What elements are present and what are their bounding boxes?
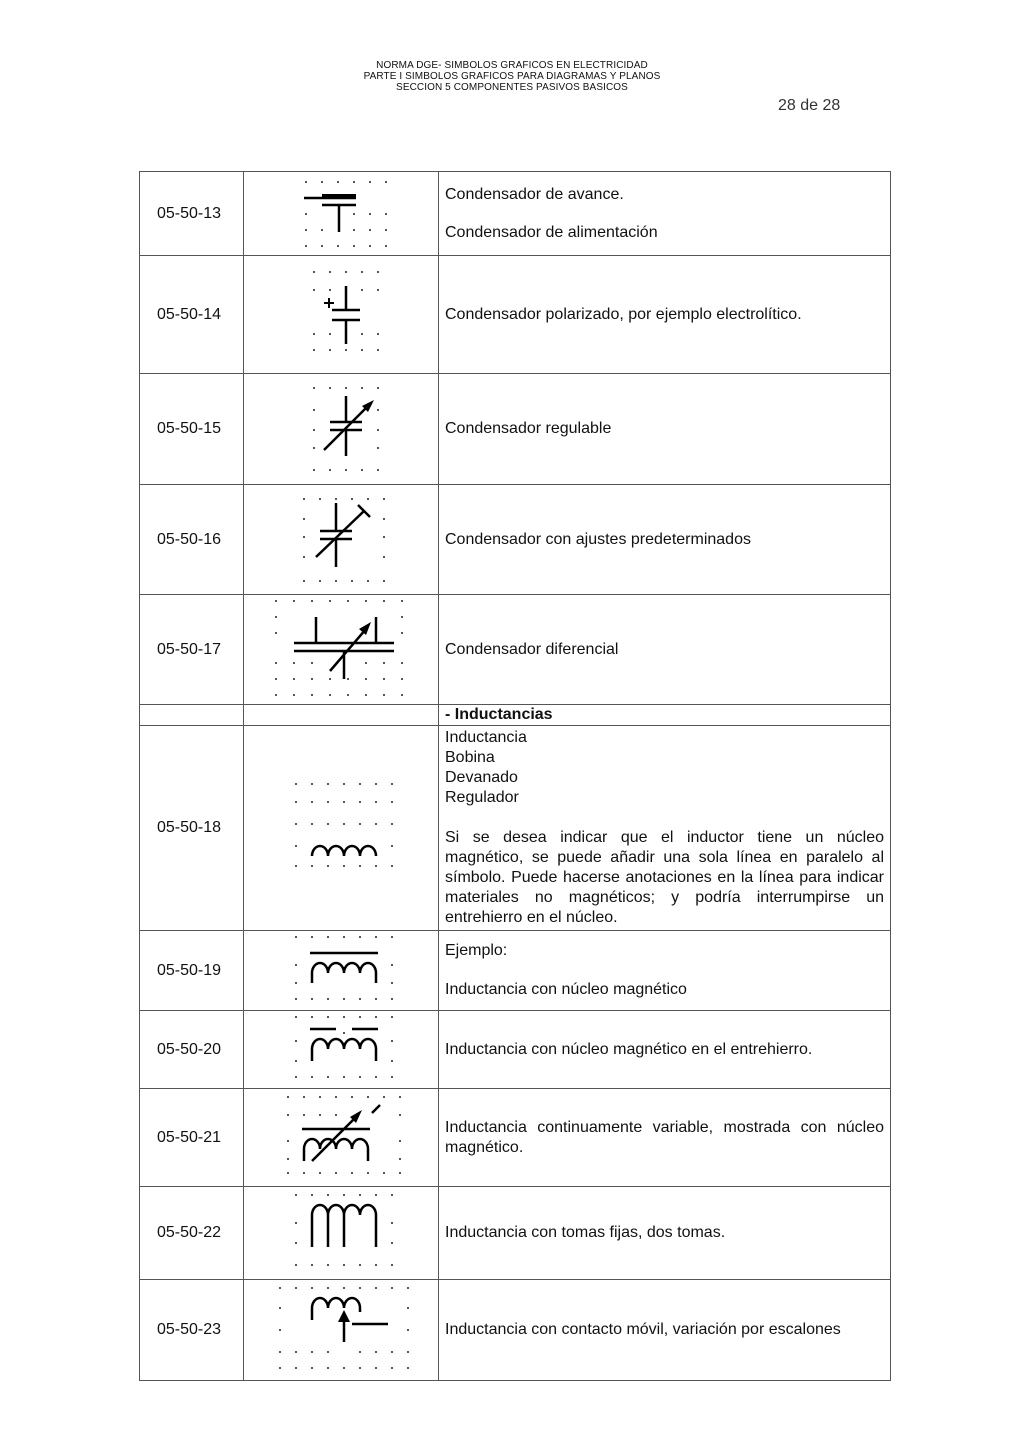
symbol-description	[439, 931, 891, 1011]
desc-line: Regulador	[445, 789, 519, 806]
desc-line: Ejemplo:	[445, 942, 508, 959]
symbol-cell	[244, 1187, 439, 1280]
table-row	[140, 256, 891, 374]
desc-line: Condensador regulable	[445, 420, 612, 437]
desc-line: Condensador con ajustes predeterminados	[445, 530, 751, 548]
desc-line: Inductancia con núcleo magnético en el entrehierro.	[445, 1040, 813, 1058]
desc-line: Inductancia con tomas fijas, dos tomas.	[445, 1224, 726, 1241]
symbol-code: 05-50-21	[140, 1089, 244, 1187]
feed-through-capacitor-icon	[244, 172, 439, 249]
symbol-description	[439, 595, 891, 705]
section-title: - Inductancias	[439, 705, 891, 726]
symbol-description	[439, 485, 891, 595]
symbol-description	[439, 726, 891, 931]
header-line-1: NORMA DGE- SIMBOLOS GRAFICOS EN ELECTRICIDAD	[376, 60, 648, 71]
table-row	[140, 374, 891, 485]
symbol-code: 05-50-22	[140, 1187, 244, 1280]
sliding-contact-inductor-icon	[244, 1280, 439, 1374]
section-row	[140, 705, 891, 726]
header-line-2: PARTE I SIMBOLOS GRAFICOS PARA DIAGRAMAS Y PLANOS	[363, 71, 661, 82]
variable-capacitor-icon	[244, 374, 439, 478]
symbol-code: 05-50-14	[140, 256, 244, 374]
symbol-code: 05-50-18	[140, 726, 244, 931]
table-row	[140, 1280, 891, 1381]
symbol-cell	[244, 1089, 439, 1187]
symbol-cell	[244, 1280, 439, 1381]
header-line-3: SECCION 5 COMPONENTES PASIVOS BASICOS	[396, 82, 628, 93]
table-row	[140, 172, 891, 256]
desc-paragraph: Si se desea indicar que el inductor tiene un núcleo magnético, se puede añadir una sola línea en paralelo al símbolo. Puede hacerse anotaciones en la línea para indicar materiales no magnéticos; y podría interrumpirse un entrehierro en el núcleo.	[445, 829, 884, 926]
desc-line: Condensador diferencial	[445, 640, 619, 658]
symbol-cell	[244, 374, 439, 485]
inductor-air-gap-core-icon	[244, 1011, 439, 1082]
symbol-description	[439, 256, 891, 374]
inductor-magnetic-core-icon	[244, 931, 439, 1004]
polarized-capacitor-icon	[244, 256, 439, 367]
symbol-cell	[244, 931, 439, 1011]
desc-line: Devanado	[445, 769, 518, 786]
table-row	[140, 1089, 891, 1187]
symbol-cell	[244, 172, 439, 256]
desc-line: Condensador de alimentación	[445, 223, 658, 241]
symbol-cell	[244, 595, 439, 705]
table-row	[140, 595, 891, 705]
symbol-code: 05-50-15	[140, 374, 244, 485]
symbol-cell	[244, 256, 439, 374]
desc-line: Inductancia	[445, 729, 527, 746]
table-row	[140, 1011, 891, 1089]
symbol-code: 05-50-20	[140, 1011, 244, 1089]
desc-line: Condensador polarizado, por ejemplo electrolítico.	[445, 305, 802, 323]
document-header	[0, 60, 1024, 93]
preset-capacitor-icon	[244, 485, 439, 588]
symbol-cell	[244, 726, 439, 931]
variable-inductor-icon	[244, 1089, 439, 1180]
table-row	[140, 485, 891, 595]
table-row	[140, 726, 891, 931]
symbol-code: 05-50-19	[140, 931, 244, 1011]
desc-line: Condensador de avance.	[445, 185, 624, 203]
symbol-description	[439, 1089, 891, 1187]
symbol-code: 05-50-17	[140, 595, 244, 705]
desc-line: Inductancia continuamente variable, mostrada con núcleo magnético.	[445, 1118, 884, 1156]
desc-line: Inductancia con contacto móvil, variación por escalones	[445, 1321, 841, 1338]
table-row	[140, 1187, 891, 1280]
symbol-code: 05-50-13	[140, 172, 244, 256]
differential-capacitor-icon	[244, 595, 439, 698]
table-row	[140, 931, 891, 1011]
desc-line: Bobina	[445, 749, 495, 766]
symbol-cell	[244, 485, 439, 595]
symbol-description	[439, 374, 891, 485]
inductor-icon	[244, 726, 439, 924]
symbol-cell	[244, 1011, 439, 1089]
symbol-code: 05-50-23	[140, 1280, 244, 1381]
symbols-table	[139, 171, 891, 1381]
symbol-description	[439, 1280, 891, 1381]
page-number: 28 de 28	[778, 97, 841, 114]
symbol-description	[439, 1187, 891, 1280]
symbol-code: 05-50-16	[140, 485, 244, 595]
tapped-inductor-icon	[244, 1187, 439, 1273]
symbol-description	[439, 172, 891, 256]
symbol-description	[439, 1011, 891, 1089]
desc-line: Inductancia con núcleo magnético	[445, 981, 687, 998]
